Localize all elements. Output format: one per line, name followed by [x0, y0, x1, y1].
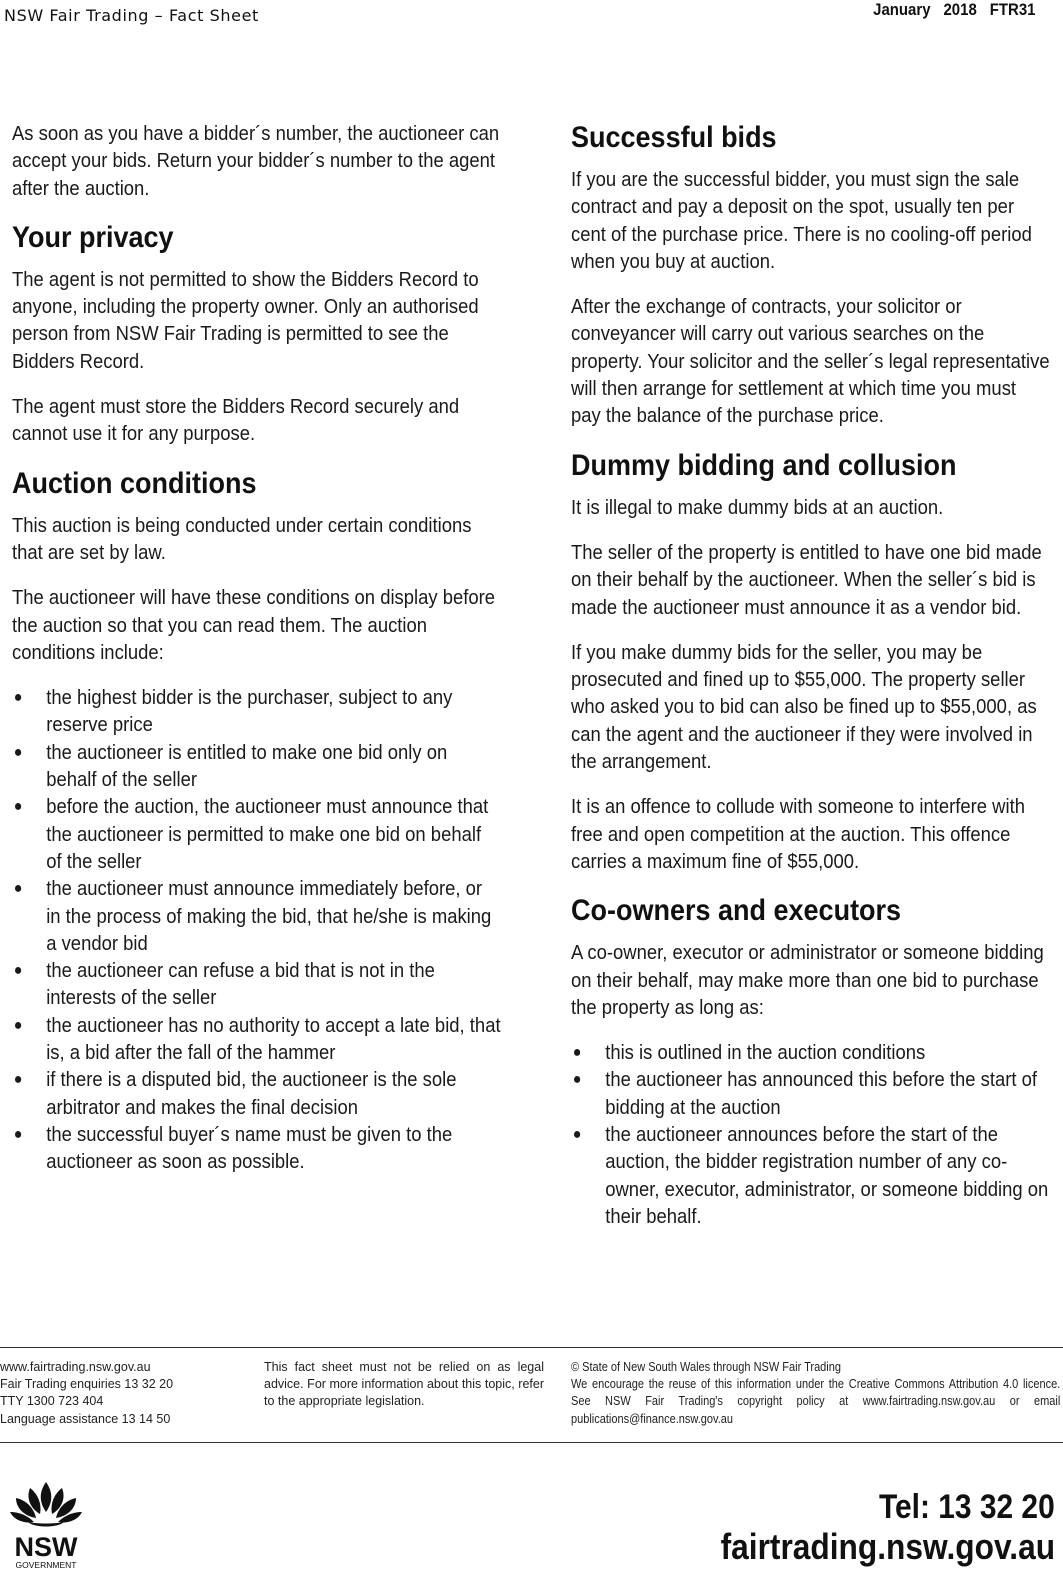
list-item: ● if there is a disputed bid, the auctioneer is the sole arbitrator and makes the final decision — [13, 1068, 457, 1119]
coowners-paragraph-1: A co-owner, executor or administrator or someone bidding on their behalf, may make more than one bid to purchase the property as long as: — [571, 941, 1044, 1019]
list-item: ● the successful buyer´s name must be given to the auctioneer as soon as possible. — [13, 1122, 453, 1174]
bullet-icon: ● — [572, 1126, 582, 1144]
bullet-icon: ● — [13, 743, 23, 761]
list-item: ● the auctioneer announces before the start of the auction, the bidder registration number of any co-owner, executor, administrator, or someone bidding on their behalf. — [572, 1123, 1049, 1228]
conditions-list — [12, 684, 502, 1175]
footer-contact — [0, 1359, 240, 1428]
bullet-icon: ● — [13, 689, 23, 707]
nsw-government-logo — [6, 1478, 86, 1570]
header-title: NSW Fair Trading – Fact Sheet — [4, 6, 259, 25]
list-item: ● the auctioneer must announce immediately before, or in the process of making the bid, that he/she is making a vendor bid — [13, 877, 492, 955]
conditions-paragraph-1: This auction is being conducted under certain conditions that are set by law. — [12, 513, 472, 564]
footer-top-divider — [0, 1347, 1063, 1348]
list-item: ● before the auction, the auctioneer must announce that the auctioneer is permitted to make one bid on behalf of the seller — [13, 795, 489, 873]
list-item: ● the auctioneer has announced this before the start of bidding at the auction — [572, 1068, 1038, 1119]
privacy-paragraph-2: The agent must store the Bidders Record securely and cannot use it for any purpose. — [12, 395, 460, 446]
left-column — [12, 120, 502, 1176]
bullet-icon: ● — [13, 1016, 23, 1034]
footer-enquiries: Fair Trading enquiries 13 32 20 — [0, 1377, 174, 1392]
bullet-icon: ● — [13, 1071, 23, 1089]
coowners-list — [571, 1039, 1051, 1230]
footer-licence: We encourage the reuse of this information under the Creative Commons Attribution 4.0 licence. See NSW Fair Trading's copyright policy at www.fairtrading.nsw.gov.au or email publications@finance.nsw.gov.au — [571, 1377, 1061, 1426]
bullet-icon: ● — [13, 798, 23, 816]
bullet-icon: ● — [13, 1125, 23, 1143]
bullet-icon: ● — [13, 962, 23, 980]
list-item: ● this is outlined in the auction conditions — [571, 1039, 1051, 1066]
dummy-paragraph-3: If you make dummy bids for the seller, you may be prosecuted and fined up to $55,000. The property seller who asked you to bid can also be fined up to $55,000, as can the agent and the auctioneer if they were involved in the arrangement. — [571, 640, 1037, 774]
header-year: 2018 — [943, 0, 977, 19]
conditions-heading: Auction conditions — [12, 466, 257, 500]
list-item: ● the auctioneer is entitled to make one bid only on behalf of the seller — [13, 740, 448, 792]
footer-language: Language assistance 13 14 50 — [0, 1411, 171, 1426]
header-month: January — [872, 0, 931, 19]
bullet-icon: ● — [572, 1044, 582, 1062]
header-code: FTR31 — [989, 0, 1035, 19]
successful-heading: Successful bids — [571, 121, 777, 154]
footer-disclaimer: This fact sheet must not be relied on as legal advice. For more information about this topic, refer to the appropriate legislation. — [264, 1360, 544, 1409]
list-item: ● the highest bidder is the purchaser, subject to any reserve price — [13, 686, 453, 737]
footer-website-link[interactable]: www.fairtrading.nsw.gov.au — [0, 1360, 151, 1374]
footer-telephone[interactable]: Tel: 13 32 20 — [879, 1488, 1055, 1526]
bullet-icon: ● — [572, 1071, 582, 1089]
right-column — [571, 120, 1051, 1230]
footer-site-link[interactable]: fairtrading.nsw.gov.au — [720, 1526, 1055, 1567]
header-meta — [864, 0, 1035, 20]
coowners-heading: Co-owners and executors — [571, 894, 902, 928]
list-item: ● the auctioneer can refuse a bid that is not in the interests of the seller — [13, 959, 435, 1010]
successful-paragraph-2: After the exchange of contracts, your solicitor or conveyancer will carry out various searches on the property. Your solicitor and the seller´s legal representative will then arrange for settlement at which time you must pay the balance of the purchase price. — [571, 295, 1050, 428]
intro-paragraph: As soon as you have a bidder´s number, the auctioneer can accept your bids. Return your bidder´s number to the agent after the auction. — [12, 122, 500, 200]
list-item: ● the auctioneer has no authority to accept a late bid, that is, a bid after the fall of the hammer — [13, 1013, 501, 1065]
logo-subtext: GOVERNMENT — [15, 1560, 77, 1570]
bullet-icon: ● — [13, 880, 23, 898]
privacy-paragraph-1: The agent is not permitted to show the Bidders Record to anyone, including the property owner. Only an authorised person from NSW Fair Trading is permitted to see the Bidders Record. — [12, 267, 479, 373]
conditions-paragraph-2: The auctioneer will have these conditions on display before the auction so that you can read them. The auction conditions include: — [12, 586, 496, 664]
footer-bottom-divider — [0, 1442, 1063, 1443]
dummy-paragraph-4: It is an offence to collude with someone to interfere with free and open competition at the auction. This offence carries a maximum fine of $55,000. — [571, 795, 1025, 873]
footer-tty: TTY 1300 723 404 — [0, 1394, 104, 1409]
successful-paragraph-1: If you are the successful bidder, you must sign the sale contract and pay a deposit on the spot, usually ten per cent of the purchase price. There is no cooling-off period when you buy at auction. — [571, 168, 1032, 273]
logo-text: NSW — [14, 1532, 78, 1562]
dummy-heading: Dummy bidding and collusion — [571, 448, 957, 482]
dummy-paragraph-2: The seller of the property is entitled to have one bid made on their behalf by the auctioneer. When the seller´s bid is made the auctioneer must announce it as a vendor bid. — [571, 540, 1042, 619]
footer-copyright-line: © State of New South Wales through NSW Fair Trading — [571, 1360, 841, 1374]
privacy-heading: Your privacy — [12, 220, 174, 254]
dummy-paragraph-1: It is illegal to make dummy bids at an auction. — [571, 495, 944, 519]
footer-copyright — [571, 1359, 1060, 1428]
